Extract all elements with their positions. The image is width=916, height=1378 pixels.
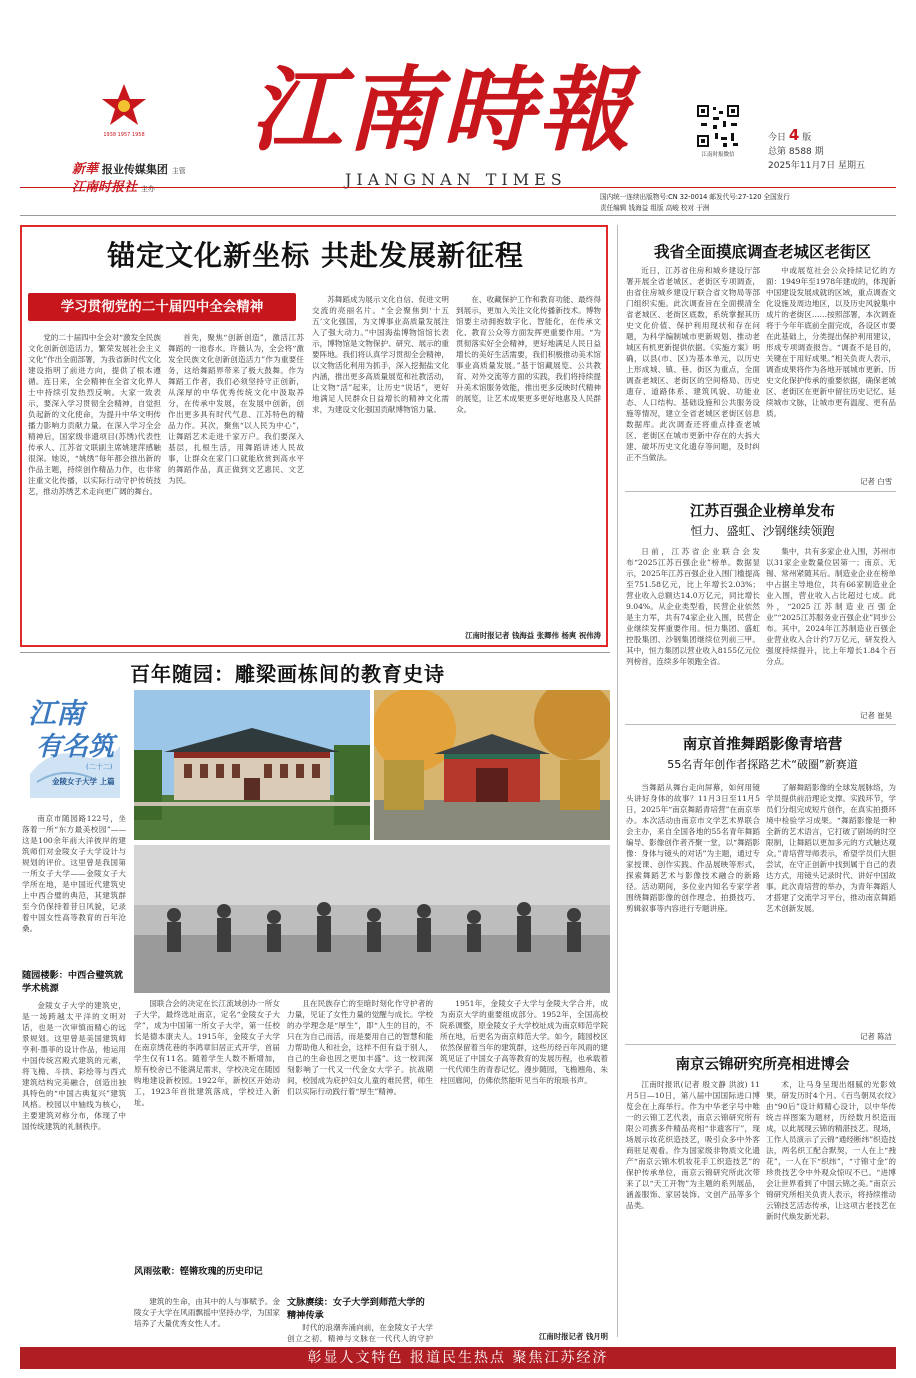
publication-info: 国内统一连续出版物号:CN 32-0014 邮发代号:27-120 全国发行 责任编辑 钱海益 组版 高峻 校对 于洲 [600,193,790,212]
photo-historical-group[interactable] [134,845,610,993]
feature-subhead-1: 随园楼影：中西合璧筑就学术桃源 [22,970,124,994]
photo-campus-gate[interactable] [374,690,610,840]
feature-subhead-3: 文脉赓续：女子大学到师范大学的精神传承 [287,1297,425,1321]
issue-number: 总第 8588 期 [768,147,824,157]
feature-headline[interactable]: 百年随园：雕梁画栋间的教育史诗 [130,662,445,686]
feature-column-1: 金陵女子大学的建筑史，是一场跨越太平洋的文明对话，也是一次审慎而精心的远景规划。这里曾是美国建筑师亨利·墨菲的设计作品，他运用中国传统宫殿式建筑的元素，将飞檐、斗拱、彩绘等与西式建筑结构完美融合，创造出独具特色的“中国古典复兴”建筑风格。校园以中轴线为核心，主要建筑对称分布，体现了中国传统建筑的礼制秩序。 [22,1001,126,1131]
issue-date: 2025年11月7日 星期五 [768,161,865,171]
yunjin-column-1: 江南时报讯(记者 殷文静 洪波) 11月5日—10日，第八届中国国际进口博览会在上海举行。作为中华老字号中唯一的云锦工艺代表，南京云锦研究所有限公司携多件精品亮相“非遗客厅”，现场展示妆花织造技艺，吸引众多中外客商驻足观看。作为国家级非物质文化遗产“南京云锦木机妆花手工织造技艺”的保护传承单位，南京云锦研究所此次带来了以“天工开物”为主题的系列展品，涵盖服饰、家居装饰、文创产品等多个品类。 [626,1080,760,1210]
lead-column-3: 苏舞蹈成为展示文化自信、促进文明交流的亮丽名片。“全会聚焦到‘十五五’文化强国，为文博事业高质量发展注入了强大动力。”中国海盐博物馆馆长表示，博物馆是文物保护、研究、展示的重要阵地。我们将认真学习贯彻全会精神，以文物活化利用为抓手，深入挖掘盐文化内涵，推出更多高质量展览和社教活动，让文物“活”起来，让历史“说话”，更好地满足人民群众日益增长的精神文化需求，为建设文化强国贡献博物馆力量。 [312,295,449,414]
feature-column-3b: 时代的浪潮奔涌向前，在金陵女子大学创立之初，精神与文脉在一代代人的守护 [287,1323,433,1342]
lead-column-2: 首先，聚焦“创新创造”，激活江苏舞蹈的一池春水。许薇认为，全会将“激发全民族文化创新创造活力”作为重要任务，这给舞蹈界带来了极大鼓舞。作为舞蹈工作者，我们必须坚持守正创新，从深厚的中华优秀传统文化中汲取养分，在传承中发展，在发展中创新，创作出更多具有时代气息、江苏特色的精品力作。其次，聚焦“以人民为中心”，让舞蹈艺术走进千家万户。我们要深入基层，扎根生活，用舞蹈讲述人民故事，让群众在家门口就能欣赏到高水平的舞蹈作品，真正做到文艺惠民、文艺为民。 [168,333,304,485]
masthead-title: 江南時報 [250,56,635,164]
divider [625,724,896,725]
badge-subtitle: 金陵女子大学 上篇 [52,777,115,786]
badge-line-2: 有名筑 [36,732,115,762]
press-logo-star [100,82,148,128]
yunjin-headline[interactable]: 南京云锦研究所亮相进博会 [675,1057,850,1073]
enterprise-column-1: 日前，江苏省企业联合会发布“2025江苏百强企业”榜单。数据显示，2025年江苏百强企业入围门槛提高至751.58亿元，比上年增长2.03%；营业收入总额达14.0万亿元，同比增长9.04%。从企业类型看，民营企业依然是主力军，共有74家企业入围，民营企业继续发挥重要作用。恒力集团、盛虹控股集团、沙钢集团继续位列前三甲。其中，恒力集团以营业收入8155亿元位列榜首，连续多年领跑全省。 [626,547,760,666]
enterprise-byline: 记者 崔昊 [860,711,892,720]
dance-subheadline: 55名青年创作者探路艺术“破圈”新赛道 [667,758,858,771]
feature-column-3: 且在民族存亡的至暗时刻化作守护者的力量，见证了女性力量的觉醒与成长。学校的办学理念是“厚生”，即“人生的目的，不只在为自己而活，而是要用自己的智慧和能力帮助他人和社会，这样不但有益于别人，自己的生命也因之更加丰盛”。这一校训深刻影响了一代又一代金女大学子。抗战期间，校园成为庇护妇女儿童的难民营，师生们以实际行动践行着“厚生”精神。 [287,999,433,1096]
oldcity-headline[interactable]: 我省全面摸底调查老城区老街区 [653,243,871,261]
oldcity-column-2: 中或展览社会公众持续记忆的方面：1949年至1978年建成的，体现新中国建设发展成就的区域，重点调查文化设施及周边地区，以及历史风貌集中成片的老街区……按照部署，本次调查将于今年年底前全面完成，各设区市要在此基础上，分类提出保护利用建议，形成专项调查报告。“调查不是目的，关键在于用好成果。”相关负责人表示，调查成果将作为各地开展城市更新、历史文化保护传承的重要依据，确保老城区、老街区在更新中留住历史记忆、延续城市文脉，让城市更有温度、更有品质。 [766,266,896,418]
divider [625,1044,896,1045]
enterprise-column-2: 集中，共有多家企业入围，苏州市以31家企业数量位居第一；南京、无锡、常州紧随其后。制造业企业在榜单中占据主导地位，共有66家制造业企业入围，营业收入占比超过七成。此外，“2025江苏制造业百强企业”“2025江苏服务业百强企业”同步公布。其中，2024年江苏制造业百强企业营业收入合计约7万亿元，研发投入强度持续提升，比上年增长1.84个百分点。 [766,547,896,666]
logo-caption: 1938 1957 1958 [103,132,145,138]
lead-byline: 江南时报记者 钱海益 张卿伟 杨爽 祝伟涛 [465,631,601,640]
edition-info: 今日 4 版 总第 8588 期 2025年11月7日 星期五 [768,126,865,171]
footer-slogan-band: 彰显人文特色 报道民生热点 聚焦江苏经济 [20,1347,896,1369]
header-rule [20,187,896,188]
feature-column-4: 1951年，金陵女子大学与金陵大学合并，成为南京大学的重要组成部分。1952年，全国高校院系调整，原金陵女子大学校址成为南京师范学院所在地，后更名为南京师范大学。如今，随园校区依然保留着当年的建筑群，这些历经百年风雨的建筑见证了中国女子高等教育的发展历程，也承载着一代代师生的青春记忆。漫步随园，飞檐翘角、朱柱回廊间，仿佛依然能听见当年的琅琅书声。 [440,999,608,1085]
group-name: 新華 报业传媒集团 主管 [72,162,186,177]
dance-column-2: 了解舞蹈影像的全球发展脉络，为学员提供前沿理论支撑。实践环节，学员们分组完成短片创作，在真实拍摄环境中检验学习成果。“舞蹈影像是一种全新的艺术语言，它打破了剧场的时空限制，让舞蹈以更加多元的方式触达观众。”青培营导师表示，希望学员们大胆尝试，在守正创新中找到属于自己的表达方式，用镜头记录时代、讲好中国故事。此次青培营的举办，为青年舞蹈人才搭建了交流学习平台，推动南京舞蹈艺术创新发展。 [766,783,896,913]
badge-number: (二十二) [86,763,113,771]
right-column-rule [617,225,618,1337]
feature-intro: 南京市随园路122号，坐落着一所“东方最美校园”——这是100余年前大洋彼岸的建筑师们对金陵女子大学设计与规划的评价。这里曾是我国第一所女子大学——金陵女子大学所在地，是中国近代建筑史上中西合璧的典范，其建筑群至今仍保持着昔日风貌，记录着中国女性高等教育的百年沧桑。 [22,814,126,933]
feature-top-rule [20,652,610,653]
feature-subhead-2: 风雨弦歌：铿锵玫瑰的历史印记 [134,1266,263,1277]
lead-headline[interactable]: 锚定文化新坐标 共赴发展新征程 [107,239,524,272]
oldcity-byline: 记者 白雪 [860,477,892,486]
press-name: 江南时报社 主办 [72,180,155,195]
qr-label: 江南时报微信 [701,152,735,158]
yunjin-column-2: 术，让马身呈现出细腻的光影效果，研发历时4个月。《百鸟朝凤衣纹》由“90后”设计师精心设计，以中华传统吉祥图案为题材，历经数月织造而成，以此展现云锦的精湛技艺。现场，工作人员演示了云锦“通经断纬”织造技法，两名织工配合默契，一人在上“拽花”，一人在下“织纬”，“寸锦寸金”的珍贵技艺令中外观众惊叹不已。“进博会让世界看到了中国云锦之美。”南京云锦研究所相关负责人表示，将持续推动云锦技艺活态传承，让这项古老技艺在新时代焕发新光彩。 [766,1080,896,1221]
badge-line-1: 江南 [28,697,85,730]
feature-byline: 江南时报记者 钱月明 [538,1332,608,1341]
qr-code[interactable] [695,103,741,149]
header-rule-2 [20,215,896,216]
lead-subheadline: 学习贯彻党的二十届四中全会精神 [28,293,296,321]
dance-byline: 记者 陈洁 [860,1032,892,1041]
enterprise-headline[interactable]: 江苏百强企业榜单发布 [690,504,835,520]
oldcity-column-1: 近日，江苏省住房和城乡建设厅部署开展全省老城区、老街区专项调查，由省住房城乡建设厅联合省文物局等部门组织实施。此次调查旨在全面摸清全省老城区、老街区底数，系统掌握其历史文化价值、保护利用现状和存在问题，为科学编制城市更新规划、推动老城区有机更新提供依据。《实施方案》明确，以县(市、区)为基本单元，以历史上形成城、镇、巷、街区为重点，全面调查老城区、老街区的空间格局、历史遗存、道路体系、建筑风貌、功能业态、人口结构、基础设施和公共服务设施等情况，建立全省老城区老街区信息数据库。此次调查还将重点排查老城区、老街区在城市更新中存在的大拆大建、破坏历史文化遗存等问题，及时纠正不当做法。 [626,266,760,462]
masthead-english: JIANGNAN TIMES [345,170,567,189]
enterprise-subheadline: 恒力、盛虹、沙钢继续领跑 [690,524,835,538]
masthead [250,56,690,190]
lead-column-1: 党的二十届四中全会对“激发全民族文化创新创造活力，繁荣发展社会主义文化”作出全面部署，为我省新时代文化建设指明了前进方向，提供了根本遵循。连日来，全会精神在全省文化界人士中持续引发热烈反响。大家一致表示，要深入学习贯彻全会精神，自觉担负起新的文化使命，为提升中华文明传播力影响力贡献力量。在深入学习全会精神后，国家级非遗项目(苏绣)代表性传承人、江苏省文联副主席姚建萍感触很深。她说，“姚绣”每年都会推出新的作品主题，持续创作精品力作，也非常注重文化传播，以实际行动守护传统技艺，推动苏绣艺术走向更广阔的舞台。 [28,333,161,496]
feature-column-2b: 建筑的生命，由其中的人与事赋予。金陵女子大学在风雨飘摇中坚持办学，为国家培养了大量优秀女性人才。 [134,1297,280,1328]
dance-column-1: 当舞蹈从舞台走向屏幕，如何用镜头讲好身体的故事？11月3日至11月5日，2025年“南京舞蹈青培营”在南京举办。本次活动由南京市文学艺术界联合会主办，来自全国各地的55名青年舞蹈编导、影像创作者齐聚一堂，以“舞蹈影像：身体与镜头的对话”为主题，通过专家授课、创作实践、作品展映等形式，探索舞蹈艺术与影像技术融合的新路径。活动期间，多位业内知名专家学者围绕舞蹈影像的创作理念、拍摄技巧、剪辑叙事等内容进行专题讲座。 [626,783,760,913]
divider [625,491,896,492]
dance-headline[interactable]: 南京首推舞蹈影像青培营 [682,737,843,753]
feature-column-2: 国联合会的决定在长江流域创办一所女子大学，最终选址南京，定名“金陵女子大学”，成为中国第一所女子大学，第一任校长是德本康夫人。1915年，金陵女子大学在南京绣花巷的李鸿章旧居正式开学，首届学生仅有11名。随着学生人数不断增加，原有校舍已不能满足需求，学校决定在随园购地建设新校园。1922年，新校区开始动工，1923年首批建筑落成，学校迁入新址。 [134,999,280,1107]
lead-column-4: 在、收藏保护工作和教育功能、最终得到展示，更加入关注文化传播新技术。博物馆要主动拥抱数字化、智能化，在传承文化、教育公众等方面发挥更重要作用。“为贯彻落实好全会精神，更好地满足人民日益增长的美好生活需要，我们积极推动美术馆事业高质量发展。”基于馆藏展览、公共教育、对外交流等方面的实践，我们将持续提升美术馆服务效能，推出更多反映时代精神的展览，让艺术成果更多更好地惠及人民群众。 [456,295,601,414]
column-badge [22,686,126,806]
photo-campus-building[interactable] [134,690,370,840]
